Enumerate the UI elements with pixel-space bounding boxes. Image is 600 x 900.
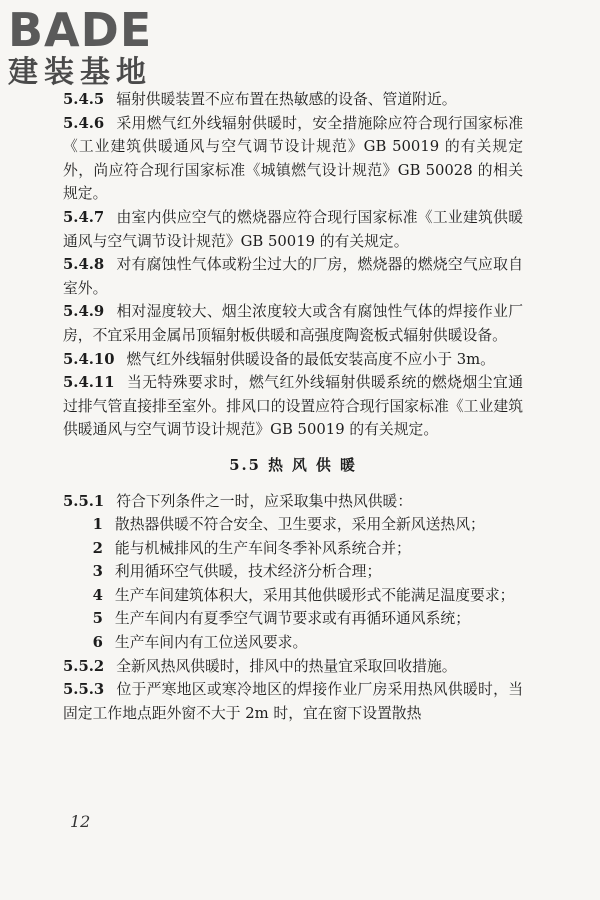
item-text: 能与机械排风的生产车间冬季补风系统合并； xyxy=(114,539,411,557)
clause-5-4-8 xyxy=(63,253,523,300)
clause-number: 5.4.8 xyxy=(63,256,105,274)
clause-text: 位于严寒地区或寒冷地区的焊接作业厂房采用热风供暖时，当固定工作地点距外窗不大于 2m 时，宜在窗下设置散热 xyxy=(63,681,523,722)
item-number: 5 xyxy=(92,610,103,628)
item-text: 利用循环空气供暖，技术经济分析合理； xyxy=(114,563,382,581)
clause-text: 由室内供应空气的燃烧器应符合现行国家标准《工业建筑供暖通风与空气调节设计规范》GB 50019 的有关规定。 xyxy=(63,208,523,250)
document-body xyxy=(63,88,523,725)
clause-text: 当无特殊要求时，燃气红外线辐射供暖系统的燃烧烟尘宜通过排气管直接排至室外。排风口的设置应符合现行国家标准《工业建筑供暖通风与空气调节设计规范》GB 50019 的有关规定。 xyxy=(63,374,523,439)
clause-text: 全新风热风供暖时，排风中的热量宜采取回收措施。 xyxy=(116,657,457,675)
clause-text: 辐射供暖装置不应布置在热敏感的设备、管道附近。 xyxy=(116,91,457,108)
list-item xyxy=(63,607,523,631)
logo-subtitle: 建装基地 xyxy=(8,55,152,90)
clause-text: 相对湿度较大、烟尘浓度较大或含有腐蚀性气体的焊接作业厂房，不宜采用金属吊顶辐射板供暖和高强度陶瓷板式辐射供暖设备。 xyxy=(63,303,523,344)
item-text: 散热器供暖不符合安全、卫生要求，采用全新风送热风； xyxy=(114,516,485,534)
item-text: 生产车间建筑体积大，采用其他供暖形式不能满足温度要求； xyxy=(114,586,515,604)
logo-wordmark: BADE xyxy=(8,3,153,57)
list-item xyxy=(63,537,523,561)
clause-text: 燃气红外线辐射供暖设备的最低安装高度不应小于 3m。 xyxy=(126,350,495,368)
logo xyxy=(8,3,178,90)
section-title: 5.5 热 风 供 暖 xyxy=(229,456,357,474)
item-number: 1 xyxy=(92,516,103,534)
clause-number: 5.4.7 xyxy=(63,208,105,226)
clause-text: 对有腐蚀性气体或粉尘过大的厂房，燃烧器的燃烧空气应取自室外。 xyxy=(63,256,523,297)
clause-5-4-11 xyxy=(63,371,523,442)
clause-number: 5.4.6 xyxy=(63,114,105,132)
list-item xyxy=(63,560,523,584)
clause-5-5-1 xyxy=(63,490,523,514)
clause-number: 5.5.2 xyxy=(63,657,105,675)
clause-5-5-3 xyxy=(63,678,523,725)
list-item xyxy=(63,513,523,537)
clause-text: 符合下列条件之一时，应采取集中热风供暖： xyxy=(116,492,413,510)
clause-number: 5.5.3 xyxy=(63,681,105,699)
clause-text: 采用燃气红外线辐射供暖时，安全措施除应符合现行国家标准《工业建筑供暖通风与空气调节设计规范》GB 50019 的有关规定外，尚应符合现行国家标准《城镇燃气设计规范》GB 50028 的相关规定。 xyxy=(63,114,523,203)
item-number: 4 xyxy=(92,586,103,604)
list-item xyxy=(63,584,523,608)
clause-number: 5.4.10 xyxy=(63,350,115,368)
clause-number: 5.4.11 xyxy=(63,374,115,392)
clause-number: 5.4.5 xyxy=(63,91,105,108)
item-text: 生产车间内有夏季空气调节要求或有再循环通风系统； xyxy=(114,610,471,628)
clause-number: 5.4.9 xyxy=(63,303,105,321)
item-number: 6 xyxy=(92,634,103,652)
clause-5-4-6 xyxy=(63,112,523,206)
clause-number: 5.5.1 xyxy=(63,492,105,510)
clause-5-4-9 xyxy=(63,300,523,347)
clause-5-4-7 xyxy=(63,206,523,253)
item-text: 生产车间内有工位送风要求。 xyxy=(114,634,308,652)
list-item xyxy=(63,631,523,655)
item-number: 2 xyxy=(92,539,103,557)
clause-5-4-5 xyxy=(63,88,523,112)
page-number: 12 xyxy=(70,812,91,831)
item-number: 3 xyxy=(92,563,103,581)
clause-5-4-10 xyxy=(63,348,523,372)
clause-5-5-2 xyxy=(63,655,523,679)
